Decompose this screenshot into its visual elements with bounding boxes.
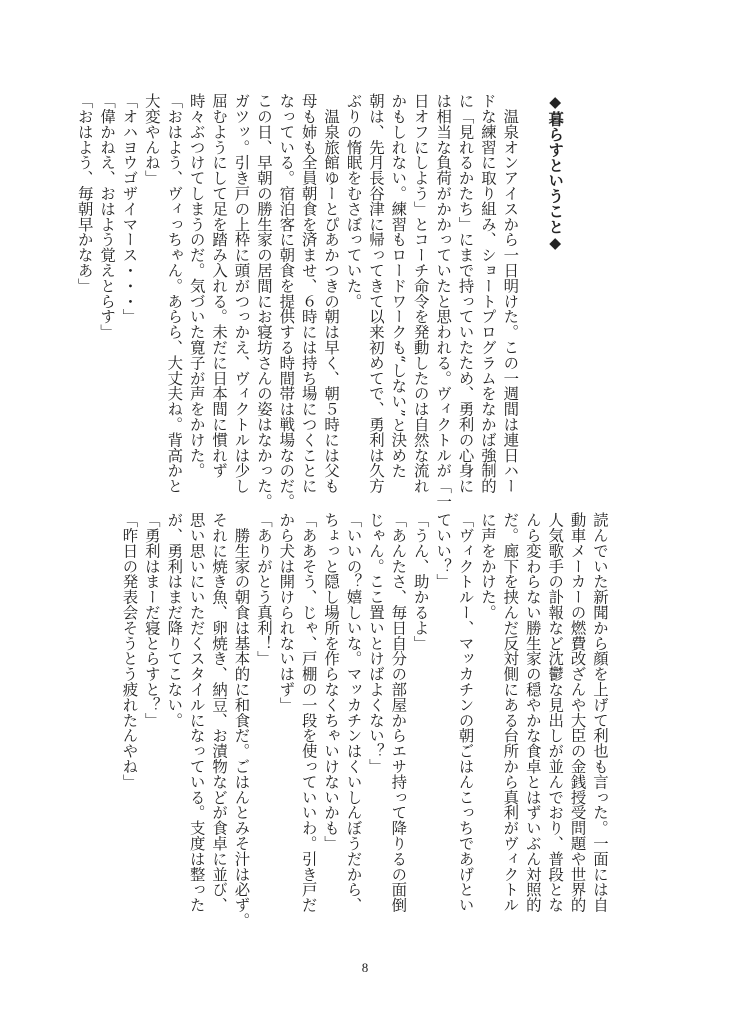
bottom-text-block	[118, 512, 611, 928]
text-line: 日オフにしよう」とコーチ命令を発動したのは自然な流れ	[411, 93, 430, 494]
text-line: じゃん。ここ置いとけばよくない？」	[366, 512, 385, 774]
text-line: 動車メーカーの燃費改ざんや大臣の金銭授受問題や世界的	[568, 512, 587, 913]
text-line: 「あんたさ、毎日自分の部屋からエサ持って降りるの面倒	[389, 512, 408, 913]
text-line: ドな練習に取り組み、ショートプログラムをなかば強制的	[478, 93, 497, 494]
text-line: 「おはよう、毎朝早かなあ」	[75, 93, 94, 294]
text-line: かもしれない。練習もロードワークも“しない”と決めた	[389, 93, 408, 479]
text-line: んら変わらない勝生家の穏やかな食卓とはずいぶん対照的	[523, 512, 542, 913]
text-line: が、勇利はまだ降りてこない。	[165, 512, 184, 728]
text-line: に「見れるかたち」にまで持っていたため、勇利の心身に	[456, 93, 475, 494]
text-line: 「ああそう、じゃ、戸棚の一段を使っていいわ。引き戸だ	[299, 512, 318, 913]
text-line: 勝生家の朝食は基本的に和食だ。ごはんとみそ汁は必ず。	[232, 512, 251, 928]
text-line: ていい？」	[434, 512, 453, 589]
top-text-block	[73, 93, 611, 509]
text-line: 「偉かねえ、おはよう覚えとらす」	[98, 93, 117, 340]
text-line: この日、早朝の勝生家の居間にお寝坊さんの姿はなかった。	[254, 93, 273, 509]
text-line: 「ヴィクトルー、マッカチンの朝ごはんこっちであげとい	[456, 512, 475, 913]
text-line: それに焼き魚、卵焼き、納豆、お漬物などが食卓に並び、	[210, 512, 229, 913]
text-line: 「オハヨウゴザイマース・・・」	[120, 93, 139, 324]
text-line: 朝は、先月長谷津に帰ってきて以来初めてで、勇利は久方	[366, 93, 385, 494]
text-line: 「おはよう、ヴィっちゃん。あらら、大丈夫ね。背高かと	[165, 93, 184, 494]
text-line: ガツッ。引き戸の上枠に頭がつっかえ、ヴィクトルは少し	[232, 93, 251, 494]
text-line: 「ありがとう真利！」	[254, 512, 273, 666]
text-line: 大変やんね」	[142, 93, 161, 186]
page-number: 8	[361, 960, 369, 975]
text-line: 「勇利はまーだ寝とらすと？」	[142, 512, 161, 728]
text-line: ちょっと隠し場所を作らなくちゃいけないかも」	[322, 512, 341, 851]
text-line: は相当な負荷がかかっていたと思われる。ヴィクトルが「一	[434, 93, 453, 509]
section-title: ◆暮らすということ◆	[546, 93, 565, 253]
text-line: 思い思いにいただくスタイルになっている。支度は整った	[187, 512, 206, 913]
text-line: 読んでいた新聞から顔を上げて利也も言った。一面には自	[591, 512, 609, 913]
text-line: 「いいの？嬉しいな。マッカチンはくいしんぼうだから、	[344, 512, 363, 913]
text-line: から犬は開けられないはず」	[277, 512, 296, 713]
text-line: 屈むようにして足を踏み入れる。未だに日本間に慣れず	[210, 93, 229, 478]
text-line: に声をかけた。	[478, 512, 497, 620]
text-line: 温泉旅館ゆーとぴあかつきの朝は早く、朝５時には父も	[322, 93, 341, 494]
text-line: 「うん、助かるよ」	[411, 512, 430, 651]
text-line: 人気歌手の訃報など沈鬱な見出しが並んでおり、普段とな	[546, 512, 565, 913]
text-line: なっている。宿泊客に朝食を提供する時間帯は戦場なのだ。	[277, 93, 296, 509]
text-line: だ。廊下を挟んだ反対側にある台所から真利がヴィクトル	[501, 512, 520, 913]
text-line: 時々ぶつけてしまうのだ。気づいた寛子が声をかけた。	[187, 93, 206, 478]
text-line: ぶりの惰眠をむさぼっていた。	[344, 93, 363, 309]
text-line: 「昨日の発表会そうとう疲れたんやね」	[120, 512, 139, 790]
text-line: 母も姉も全員朝食を済ませ、６時には持ち場につくことに	[299, 93, 318, 494]
text-line: 温泉オンアイスから一日明けた。この一週間は連日ハー	[501, 93, 520, 494]
